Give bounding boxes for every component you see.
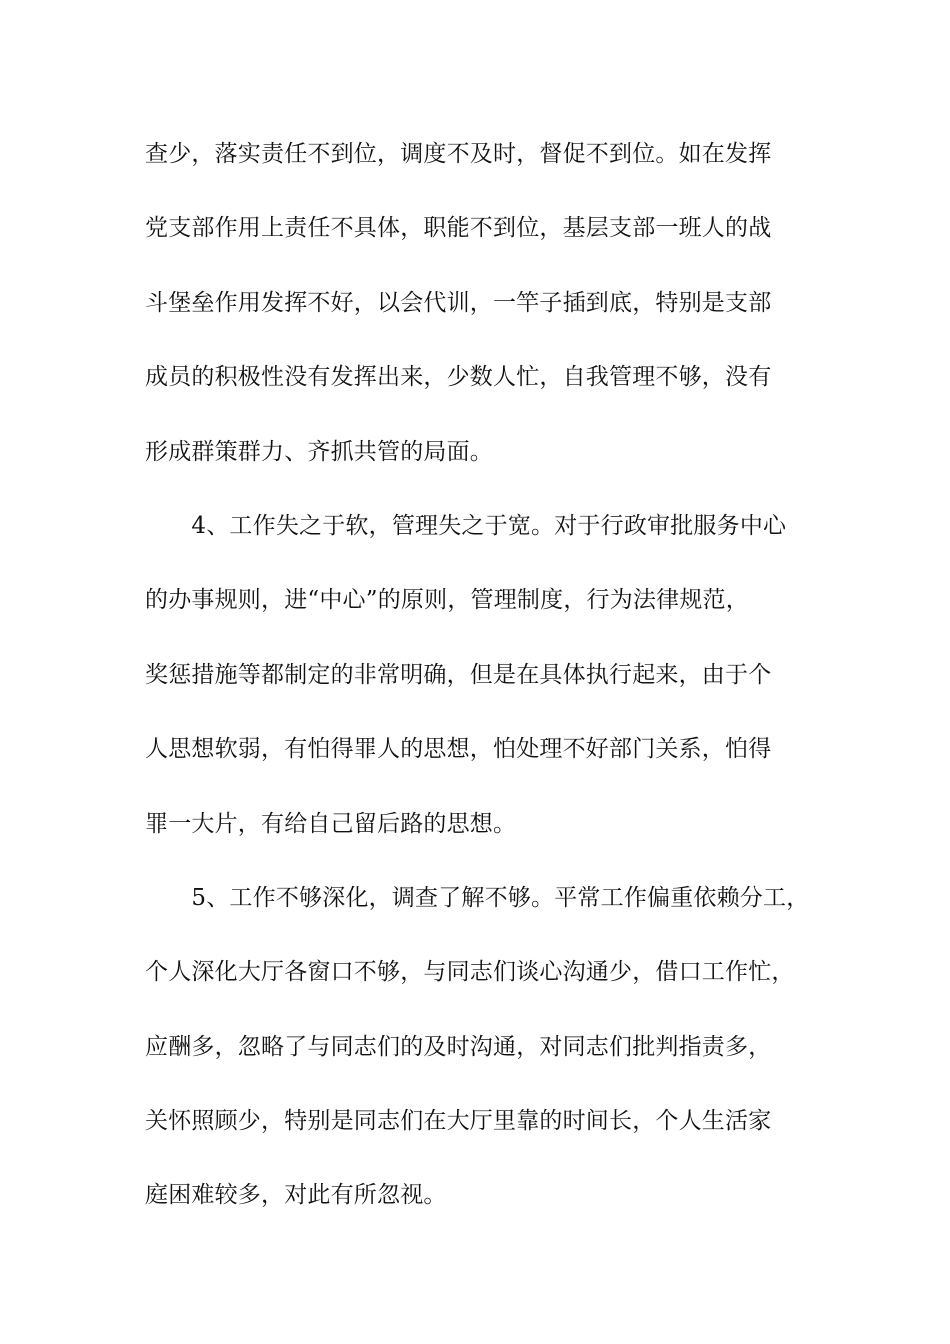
text-line: 形成群策群力、齐抓共管的局面。 xyxy=(145,438,493,465)
text-line: 党支部作用上责任不具体，职能不到位，基层支部一班人的战 xyxy=(145,215,772,242)
text-line: 应酬多，忽略了与同志们的及时沟通，对同志们批判指责多， xyxy=(145,1033,772,1060)
text-line: 成员的积极性没有发挥出来，少数人忙，自我管理不够，没有 xyxy=(145,364,772,391)
text-line: 5、工作不够深化，调查了解不够。平常工作偏重依赖分工， xyxy=(145,884,810,911)
text-line: 的办事规则，进“中心”的原则，管理制度，行为法律规范， xyxy=(145,587,749,614)
text-line: 个人深化大厅各窗口不够，与同志们谈心沟通少，借口工作忙， xyxy=(145,959,795,986)
text-line: 罪一大片，有给自己留后路的思想。 xyxy=(145,810,517,837)
body-text xyxy=(145,129,835,1245)
text-line: 庭困难较多，对此有所忽视。 xyxy=(145,1182,447,1209)
text-line: 查少，落实责任不到位，调度不及时，督促不到位。如在发挥 xyxy=(145,141,772,167)
text-line: 4、工作失之于软，管理失之于宽。对于行政审批服务中心 xyxy=(145,512,787,539)
text-line: 奖惩措施等都制定的非常明确，但是在具体执行起来，由于个 xyxy=(145,661,772,688)
text-line: 关怀照顾少，特别是同志们在大厅里靠的时间长，个人生活家 xyxy=(145,1108,772,1135)
text-line: 斗堡垒作用发挥不好，以会代训，一竿子插到底，特别是支部 xyxy=(145,289,772,316)
text-line: 人思想软弱，有怕得罪人的思想，怕处理不好部门关系，怕得 xyxy=(145,736,772,763)
